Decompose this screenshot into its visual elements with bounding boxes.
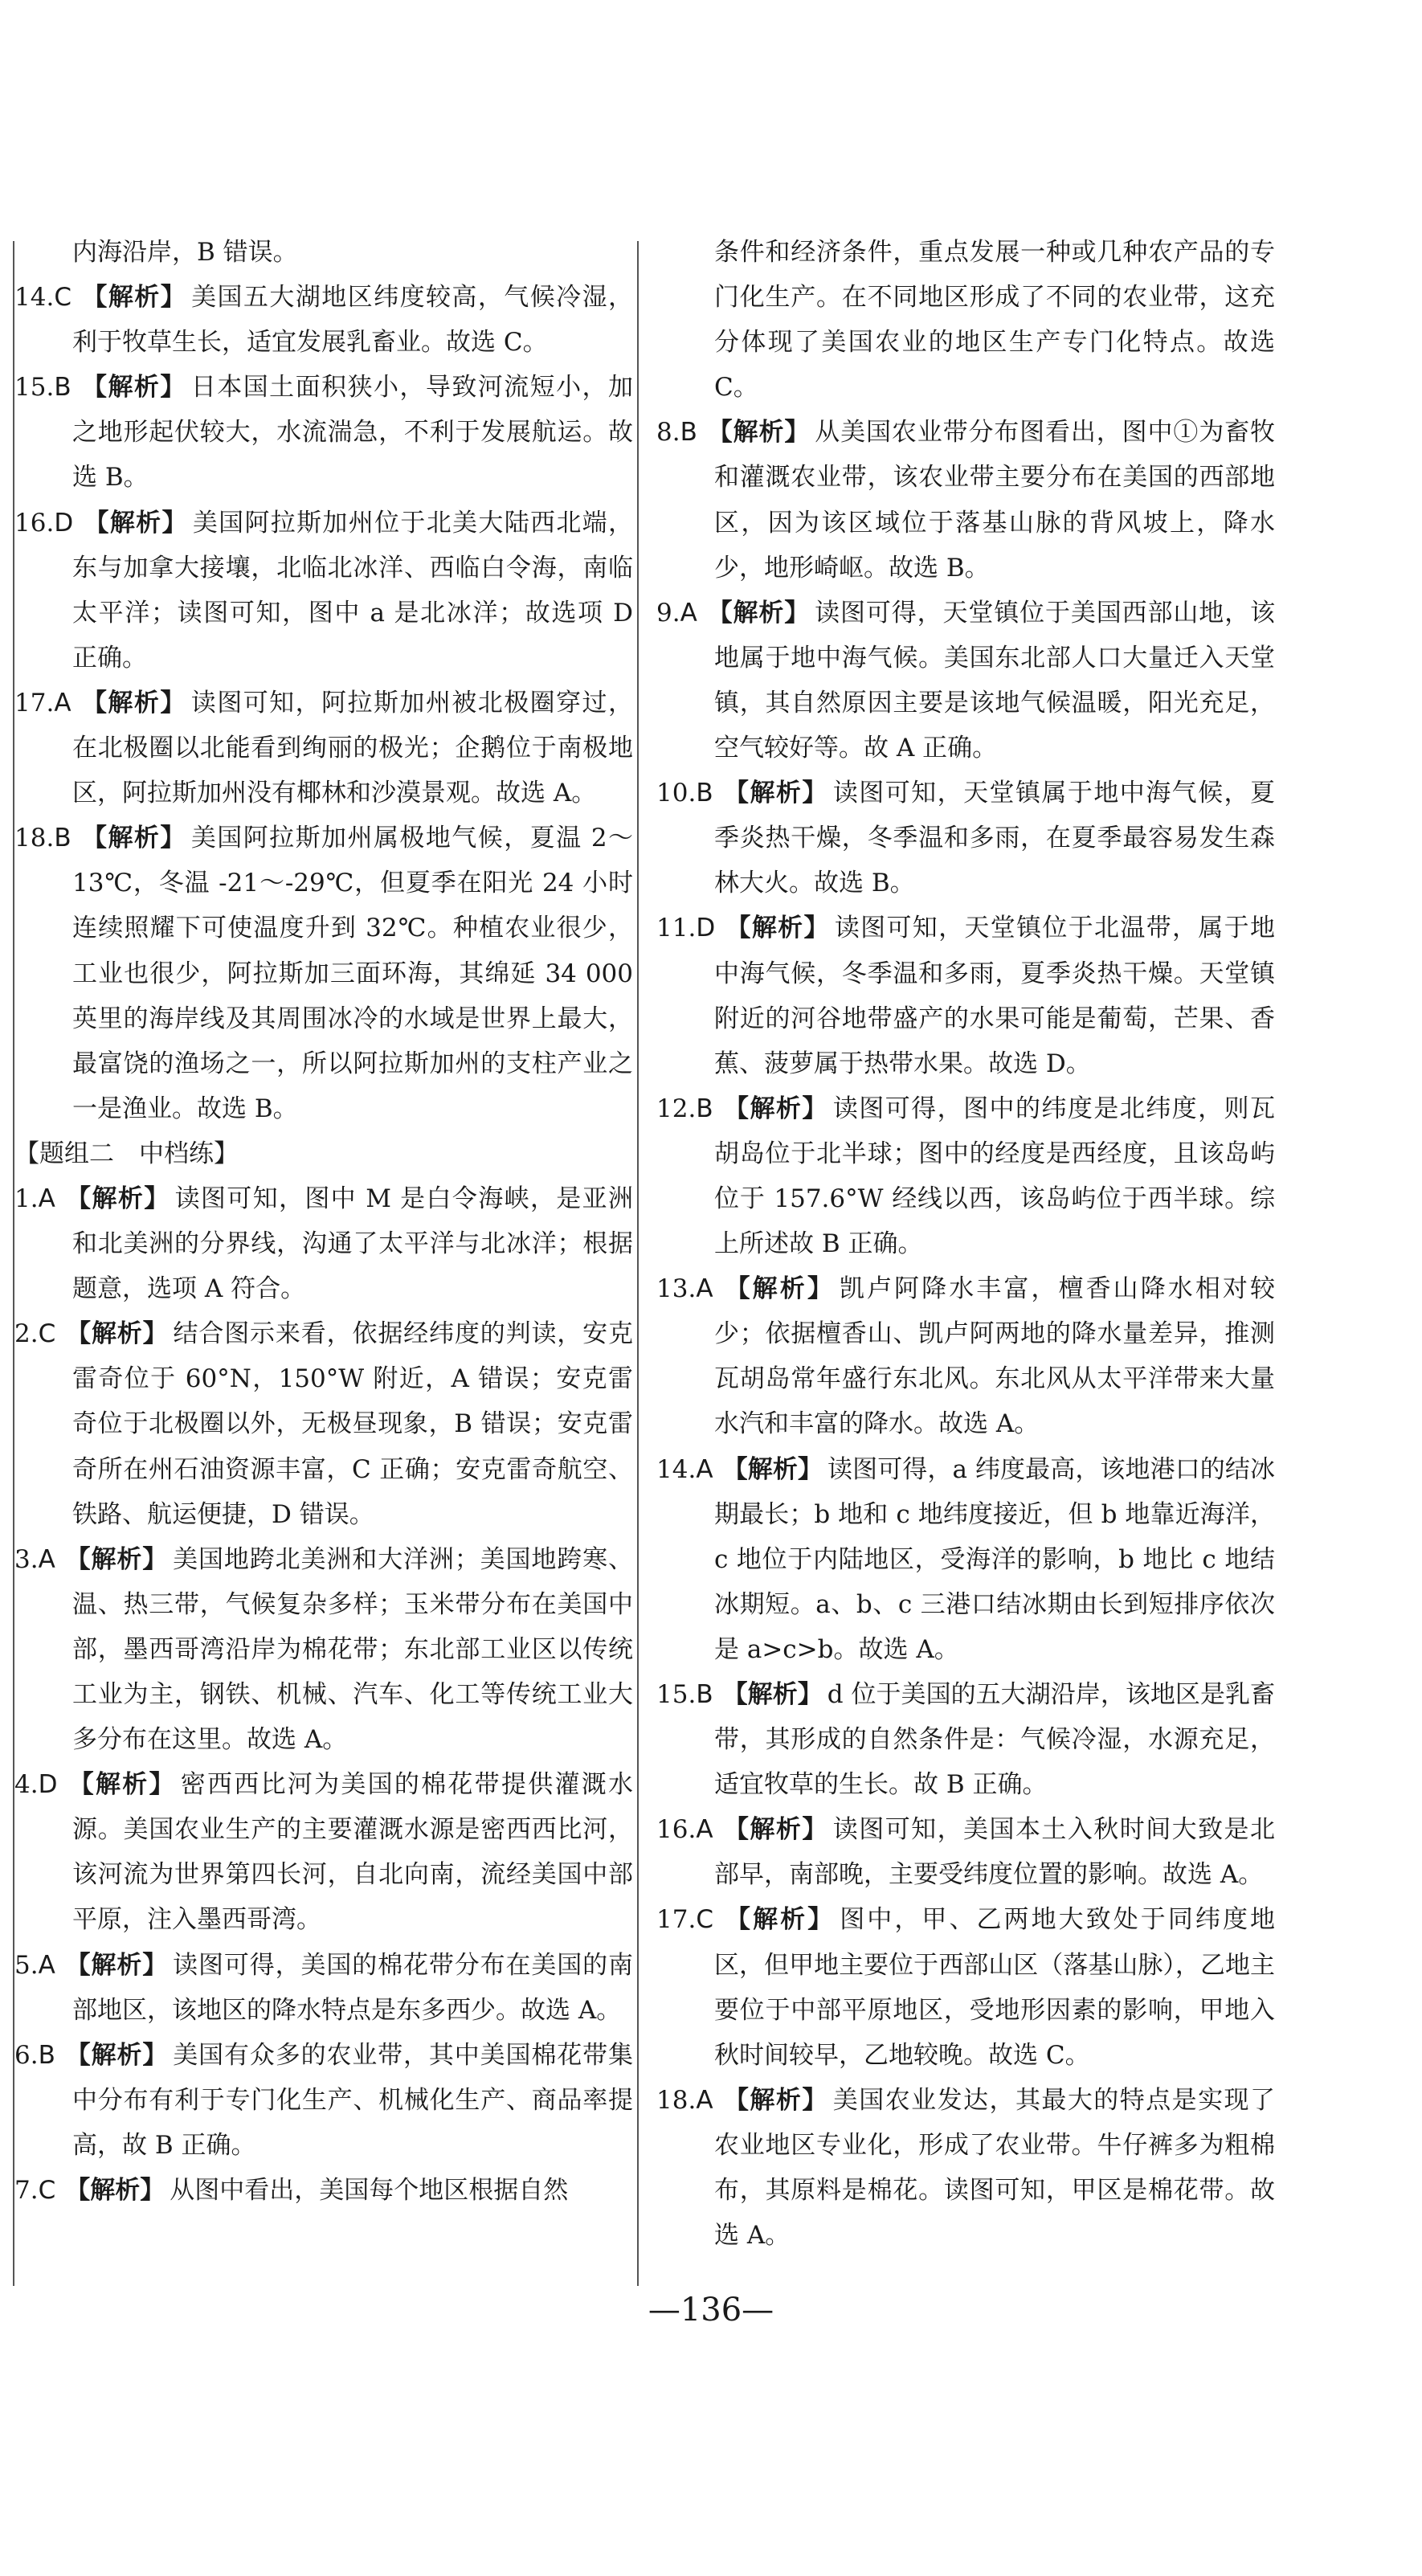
answer-item [14,1311,633,1536]
analysis-tag: 【解析】 [722,1094,828,1123]
answer-letter: A [38,1544,55,1574]
question-number: 17. [14,688,55,718]
question-number: 14. [656,1454,697,1484]
question-number: 16. [656,1815,697,1845]
answer-letter: A [696,1454,713,1484]
section-heading: 【题组二 中档练】 [14,1139,239,1168]
answer-letter: D [38,1770,58,1800]
answer-letter: C [54,283,72,313]
answer-letter: A [680,598,697,628]
answer-letter: A [38,1950,55,1980]
answer-item [14,1176,633,1311]
answer-letter: D [54,508,74,538]
answer-letter: B [696,1094,713,1123]
answer-letter: B [54,824,72,853]
question-number: 5. [14,1950,39,1980]
answer-item [656,1086,1275,1266]
answer-letter: A [54,688,72,718]
analysis-text: 读图可知，阿拉斯加州被北极圈穿过，在北极圈以北能看到绚丽的极光；企鹅位于南极地区，阿拉斯加州没有椰林和沙漠景观。故选 A。 [72,688,634,808]
answer-item [14,681,633,816]
question-number: 14. [14,283,55,313]
answer-item [14,2168,633,2213]
answer-letter: C [38,2176,56,2206]
analysis-tag: 【解析】 [64,2040,169,2070]
analysis-tag: 【解析】 [722,779,828,808]
answer-item [14,1762,633,1942]
analysis-tag: 【解析】 [80,373,186,403]
analysis-text: 读图可得，a 纬度最高，该地港口的结冰期最长；b 地和 c 地纬度接近，但 b 地靠近海洋，c 地位于内陆地区，受海洋的影响，b 地比 c 地结冰期短。a、b、c 三港口结冰期由长到短排序依次是 a>c>b。故选 A。 [714,1454,1275,1664]
analysis-text: 日本国土面积狭小，导致河流短小，加之地形起伏较大，水流湍急，不利于发展航运。故选 B。 [72,373,634,493]
question-number: 7. [14,2176,39,2206]
answer-letter: B [680,418,697,448]
analysis-tag: 【解析】 [80,824,186,853]
answer-item [656,591,1275,771]
analysis-tag: 【解析】 [83,508,188,538]
question-number: 15. [14,373,55,403]
answer-item [656,230,1275,410]
question-number: 15. [656,1680,697,1709]
question-number: 10. [656,779,697,808]
analysis-text: 从图中看出，美国每个地区根据自然 [170,2176,569,2206]
answer-item [656,2078,1275,2258]
analysis-text: 从美国农业带分布图看出，图中①为畜牧和灌溉农业带，该农业带主要分布在美国的西部地区，因为该区域位于落基山脉的背风坡上，降水少，地形崎岖。故选 B。 [714,418,1276,583]
analysis-text: 美国地跨北美洲和大洋洲；美国地跨寒、温、热三带，气候复杂多样；玉米带分布在美国中部，墨西哥湾沿岸为棉花带；东北部工业区以传统工业为主，钢铁、机械、汽车、化工等传统工业大多分布在这里。故选 A。 [72,1544,634,1755]
question-number: 1. [14,1184,39,1213]
question-number: 13. [656,1274,697,1304]
answer-letter: A [38,1184,55,1213]
analysis-text: 图中，甲、乙两地大致处于同纬度地区，但甲地主要位于西部山区（落基山脉），乙地主要位于中部平原地区，受地形因素的影响，甲地入秋时间较早，乙地较晚。故选 C。 [714,1905,1276,2070]
answer-item [656,1897,1275,2077]
answer-letter: B [696,1680,713,1709]
answer-letter: A [696,2085,713,2115]
column-divider [637,241,639,2286]
analysis-text: 美国阿拉斯加州位于北美大陆西北端，东与加拿大接壤，北临北冰洋、西临白令海，南临太平洋；读图可知，图中 a 是北冰洋；故选项 D 正确。 [72,508,634,673]
analysis-tag: 【解析】 [706,418,811,448]
analysis-tag: 【解析】 [706,598,811,628]
question-number: 9. [656,598,680,628]
answer-item [656,1807,1275,1897]
answer-item [656,906,1275,1086]
analysis-text: 读图可得，天堂镇位于美国西部山地，该地属于地中海气候。美国东北部人口大量迁入天堂镇，其自然原因主要是该地气候温暖，阳光充足，空气较好等。故 A 正确。 [714,598,1276,763]
analysis-tag: 【解析】 [64,1544,169,1574]
analysis-text: 美国有众多的农业带，其中美国棉花带集中分布有利于专门化生产、机械化生产、商品率提高，故 B 正确。 [72,2040,634,2160]
answer-item [656,1447,1275,1672]
question-number: 2. [14,1319,39,1349]
page-number: —136— [648,2292,774,2329]
left-column [14,230,633,2213]
analysis-tag: 【解析】 [722,1905,836,1935]
answer-item [14,1943,633,2033]
question-number: 16. [14,508,55,538]
analysis-text: 凯卢阿降水丰富，檀香山降水相对较少；依据檀香山、凯卢阿两地的降水量差异，推测瓦胡岛常年盛行东北风。东北风从太平洋带来大量水汽和丰富的降水。故选 A。 [714,1274,1276,1439]
analysis-tag: 【解析】 [67,1770,176,1800]
answer-letter: B [54,373,72,403]
answer-letter: C [696,1905,713,1935]
answer-item [656,1266,1275,1446]
analysis-text: 读图可知，美国本土入秋时间大致是北部早，南部晚，主要受纬度位置的影响。故选 A。 [714,1815,1276,1890]
analysis-tag: 【解析】 [722,1454,823,1484]
answer-letter: B [38,2040,55,2070]
question-number: 11. [656,914,697,943]
analysis-text: 美国农业发达，其最大的特点是实现了农业地区专业化，形成了农业带。牛仔裤多为粗棉布，其原料是棉花。读图可知，甲区是棉花带。故选 A。 [714,2085,1276,2251]
analysis-tag: 【解析】 [722,1274,835,1304]
answer-letter: C [38,1319,56,1349]
answer-item [14,2033,633,2168]
analysis-tag: 【解析】 [80,688,186,718]
analysis-tag: 【解析】 [65,2176,165,2206]
analysis-text: 结合图示来看，依据经纬度的判读，安克雷奇位于 60°N，150°W 附近，A 错误；安克雷奇位于北极圈以外，无极昼现象，B 错误；安克雷奇所在州石油资源丰富，C 正确；安克雷奇航空、铁路、航运便捷，D 错误。 [72,1319,633,1529]
right-column [656,230,1275,2258]
answer-item [14,365,633,500]
question-number: 3. [14,1544,39,1574]
answer-item [14,230,633,275]
answer-item [14,1537,633,1762]
analysis-tag: 【解析】 [722,1680,823,1709]
analysis-text: 读图可知，图中 M 是白令海峡，是亚洲和北美洲的分界线，沟通了太平洋与北冰洋；根据题意，选项 A 符合。 [72,1184,633,1304]
analysis-text: 条件和经济条件，重点发展一种或几种农产品的专门化生产。在不同地区形成了不同的农业带，这充分体现了美国农业的地区生产专门化特点。故选 C。 [714,238,1275,403]
question-number: 18. [14,824,55,853]
question-number: 18. [656,2085,697,2115]
analysis-text: 读图可得，图中的纬度是北纬度，则瓦胡岛位于北半球；图中的经度是西经度，且该岛屿位于 157.6°W 经线以西，该岛屿位于西半球。综上所述故 B 正确。 [714,1094,1276,1259]
answer-item [656,1672,1275,1807]
analysis-tag: 【解析】 [65,1319,169,1349]
question-number: 4. [14,1770,39,1800]
analysis-tag: 【解析】 [722,1815,828,1845]
answer-item [14,816,633,1131]
question-number: 12. [656,1094,697,1123]
analysis-text: 美国阿拉斯加州属极地气候，夏温 2～13℃，冬温 -21～-29℃，但夏季在阳光 24 小时连续照耀下可使温度升到 32℃。种植农业很少，工业也很少，阿拉斯加三面环海，其绵延 34 000 英里的海岸线及其周围冰冷的水域是世界上最大，最富饶的渔场之一，所以阿拉斯加州的支柱产业之一是渔业。故选 B。 [72,824,633,1123]
answer-item [656,771,1275,906]
answer-letter: A [696,1274,713,1304]
analysis-text: 美国五大湖地区纬度较高，气候冷湿，利于牧草生长，适宜发展乳畜业。故选 C。 [72,283,634,358]
analysis-text: 读图可知，天堂镇位于北温带，属于地中海气候，冬季温和多雨，夏季炎热干燥。天堂镇附近的河谷地带盛产的水果可能是葡萄，芒果、香蕉、菠萝属于热带水果。故选 D。 [714,914,1276,1078]
analysis-tag: 【解析】 [725,914,830,943]
analysis-text: 读图可知，天堂镇属于地中海气候，夏季炎热干燥，冬季温和多雨，在夏季最容易发生森林大火。故选 B。 [714,779,1276,898]
analysis-tag: 【解析】 [64,1184,170,1213]
analysis-text: 内海沿岸，B 错误。 [72,238,298,267]
analysis-tag: 【解析】 [80,283,187,313]
analysis-tag: 【解析】 [722,2085,828,2115]
answer-letter: A [696,1815,713,1845]
answer-item [14,501,633,681]
analysis-text: 读图可得，美国的棉花带分布在美国的南部地区，该地区的降水特点是东多西少。故选 A。 [72,1950,634,2025]
analysis-tag: 【解析】 [64,1950,169,1980]
analysis-text: 密西西比河为美国的棉花带提供灌溉水源。美国农业生产的主要灌溉水源是密西西比河，该河流为世界第四长河，自北向南，流经美国中部平原，注入墨西哥湾。 [72,1770,634,1935]
answer-letter: B [696,779,713,808]
analysis-text: d 位于美国的五大湖沿岸，该地区是乳畜带，其形成的自然条件是：气候冷湿，水源充足，适宜牧草的生长。故 B 正确。 [714,1680,1276,1800]
question-number: 6. [14,2040,39,2070]
answer-item [656,410,1275,590]
question-number: 8. [656,418,680,448]
question-number: 17. [656,1905,697,1935]
answer-letter: D [696,914,716,943]
answer-item [14,275,633,365]
